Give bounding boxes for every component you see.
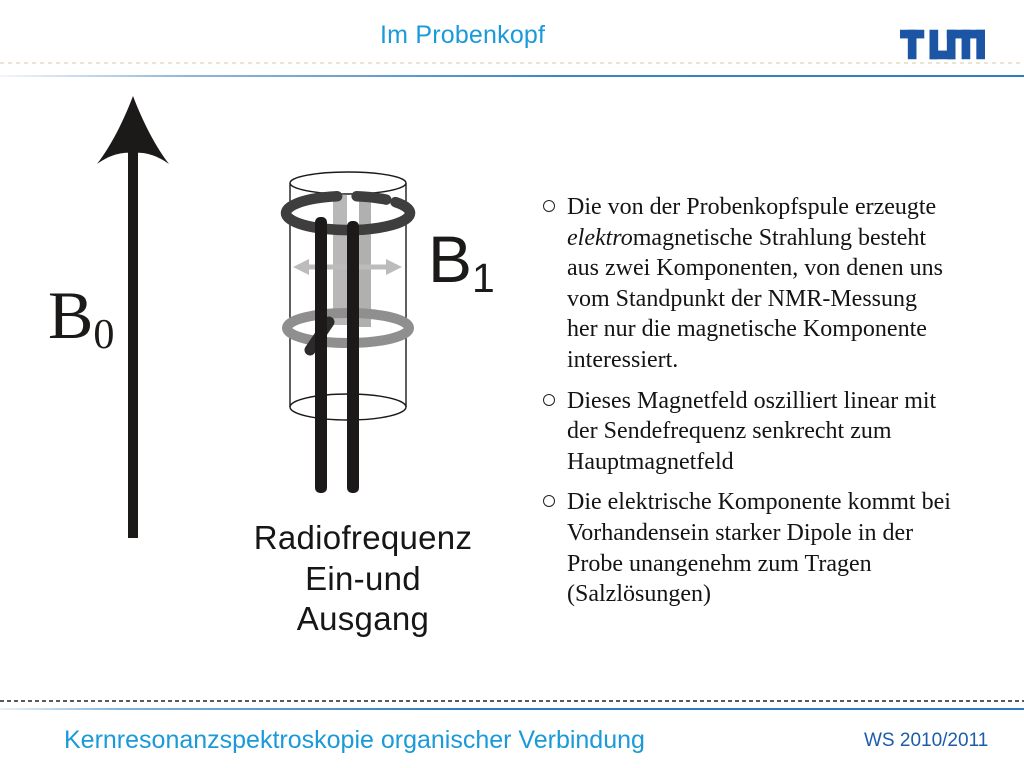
footer-course-title: Kernresonanzspektroskopie organischer Verbindung	[64, 726, 645, 754]
b0-subscript: 0	[93, 311, 115, 359]
bullet-marker	[543, 394, 555, 406]
bullet-line: Probe unangenehm zum Tragen	[567, 550, 872, 577]
bullet-line	[567, 223, 1020, 254]
b1-arrowhead-right	[386, 259, 402, 275]
bullet-line: Vorhandensein starker Dipole in der	[567, 519, 914, 546]
footer-dashed-line	[0, 700, 1024, 702]
tum-m-right	[976, 30, 985, 59]
bullet-line: Dieses Magnetfeld oszilliert linear mit	[567, 387, 937, 414]
b1-label	[428, 222, 495, 301]
italic-word: elektro	[567, 224, 633, 251]
bullet-line: Die elektrische Komponente kommt bei	[567, 489, 951, 516]
bullet-line: her nur die magnetische Komponente	[567, 316, 927, 343]
coil-lead-left	[315, 217, 327, 493]
bullet-item	[540, 192, 1020, 376]
b1-symbol: B	[428, 222, 473, 296]
bullet-line: interessiert.	[567, 346, 679, 373]
footer-semester: WS 2010/2011	[864, 730, 989, 751]
bullet-line: der Sendefrequenz senkrecht zum	[567, 418, 892, 445]
bullet-line: aus zwei Komponenten, von denen uns	[567, 255, 943, 282]
b0-symbol: B	[48, 277, 94, 353]
b0-label	[48, 277, 115, 359]
cylinder-top-ellipse	[290, 172, 406, 194]
rf-label-line: Ein-und	[305, 559, 421, 597]
bullet-list	[540, 192, 1020, 620]
bullet-line: Die von der Probenkopfspule erzeugte	[567, 194, 937, 220]
footer-rule-line	[0, 708, 1024, 710]
rf-io-label	[228, 518, 498, 640]
coil-back-strip-left	[333, 195, 347, 325]
tum-m-middle	[962, 30, 971, 59]
bullet-item	[540, 487, 1020, 609]
b1-subscript: 1	[472, 254, 495, 301]
rf-label-line: Ausgang	[296, 600, 430, 637]
probe-coil-diagram	[265, 155, 510, 505]
tum-m-left	[947, 30, 956, 59]
bullet-line-rest: magnetische Strahlung besteht	[632, 224, 927, 251]
header-dashed-line	[0, 62, 1024, 64]
bullet-line: vom Standpunkt der NMR-Messung	[567, 285, 917, 312]
tum-logo-icon	[900, 29, 985, 60]
b1-arrowhead-left	[293, 259, 309, 275]
bullet-item	[540, 386, 1020, 478]
b0-arrow-shaft	[128, 144, 138, 538]
coil-lead-right	[347, 221, 359, 493]
tum-t-stem	[908, 30, 917, 59]
bullet-marker	[543, 495, 555, 507]
coil-back-strip-right	[359, 199, 371, 327]
bullet-marker	[543, 200, 555, 212]
bullet-line: (Salzlösungen)	[567, 581, 711, 608]
rf-label-line: Radiofrequenz	[253, 519, 473, 556]
slide-title: Im Probenkopf	[380, 21, 546, 49]
bullet-line: Hauptmagnetfeld	[567, 448, 734, 475]
header-rule-line	[0, 75, 1024, 77]
